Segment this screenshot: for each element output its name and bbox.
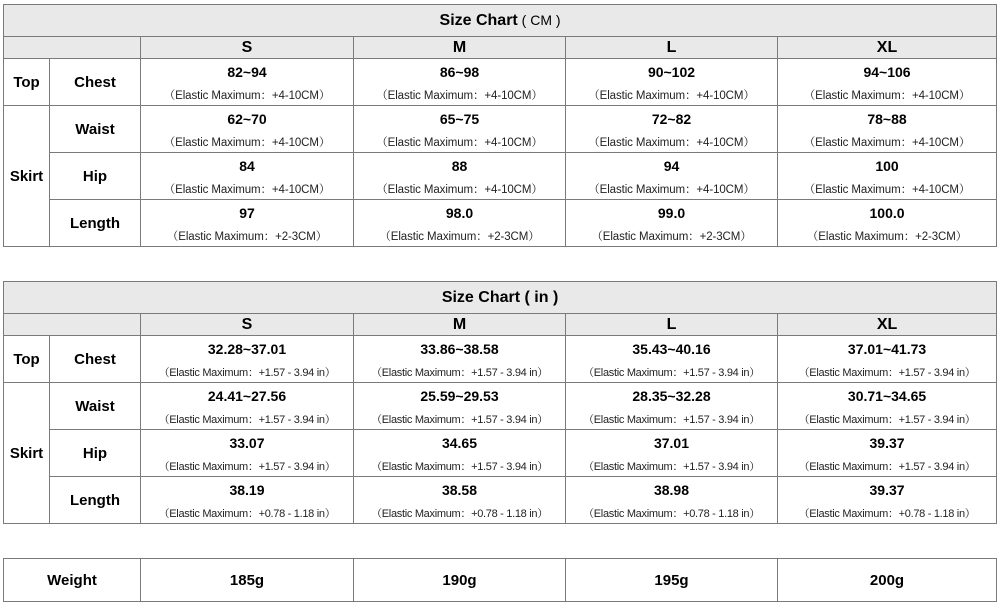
cm-chart-unit: ( CM ): [521, 11, 561, 28]
weight-l: 195g: [566, 559, 778, 602]
cm-row-label-waist: Waist: [50, 106, 141, 153]
cm-hip-xl: 100: [778, 153, 997, 180]
in-hip-note-xl: （Elastic Maximum：+1.57 - 3.94 in）: [778, 456, 997, 477]
cm-row-label-chest: Chest: [50, 59, 141, 106]
in-group-top: Top: [4, 336, 50, 383]
cm-length-s: 97: [141, 200, 354, 227]
cm-length-note-m: （Elastic Maximum：+2-3CM）: [354, 226, 566, 247]
in-waist-note-s: （Elastic Maximum：+1.57 - 3.94 in）: [141, 409, 354, 430]
in-length-note-xl: （Elastic Maximum：+0.78 - 1.18 in）: [778, 503, 997, 524]
in-size-s: S: [141, 314, 354, 336]
in-chest-note-m: （Elastic Maximum：+1.57 - 3.94 in）: [354, 362, 566, 383]
cm-chart-title: Size Chart ( CM ): [4, 5, 997, 37]
cm-waist-note-xl: （Elastic Maximum：+4-10CM）: [778, 132, 997, 153]
cm-hip-s: 84: [141, 153, 354, 180]
in-chest-note-s: （Elastic Maximum：+1.57 - 3.94 in）: [141, 362, 354, 383]
in-waist-note-m: （Elastic Maximum：+1.57 - 3.94 in）: [354, 409, 566, 430]
cm-waist-xl: 78~88: [778, 106, 997, 133]
cm-chest-note-s: （Elastic Maximum：+4-10CM）: [141, 85, 354, 106]
cm-length-m: 98.0: [354, 200, 566, 227]
in-chest-s: 32.28~37.01: [141, 336, 354, 363]
cm-size-s: S: [141, 37, 354, 59]
cm-hip-m: 88: [354, 153, 566, 180]
in-hip-note-m: （Elastic Maximum：+1.57 - 3.94 in）: [354, 456, 566, 477]
cm-length-xl: 100.0: [778, 200, 997, 227]
weight-s: 185g: [141, 559, 354, 602]
in-length-m: 38.58: [354, 477, 566, 504]
in-waist-xl: 30.71~34.65: [778, 383, 997, 410]
in-hip-note-s: （Elastic Maximum：+1.57 - 3.94 in）: [141, 456, 354, 477]
in-waist-l: 28.35~32.28: [566, 383, 778, 410]
in-waist-s: 24.41~27.56: [141, 383, 354, 410]
in-chest-m: 33.86~38.58: [354, 336, 566, 363]
in-hip-s: 33.07: [141, 430, 354, 457]
cm-hip-note-m: （Elastic Maximum：+4-10CM）: [354, 179, 566, 200]
cm-hip-l: 94: [566, 153, 778, 180]
in-row-label-length: Length: [50, 477, 141, 524]
cm-chest-note-xl: （Elastic Maximum：+4-10CM）: [778, 85, 997, 106]
in-size-l: L: [566, 314, 778, 336]
cm-hip-note-xl: （Elastic Maximum：+4-10CM）: [778, 179, 997, 200]
cm-size-xl: XL: [778, 37, 997, 59]
cm-header-blank: [4, 37, 141, 59]
cm-chest-xl: 94~106: [778, 59, 997, 86]
cm-length-note-xl: （Elastic Maximum：+2-3CM）: [778, 226, 997, 247]
cm-size-m: M: [354, 37, 566, 59]
cm-waist-note-m: （Elastic Maximum：+4-10CM）: [354, 132, 566, 153]
in-header-blank: [4, 314, 141, 336]
cm-waist-note-l: （Elastic Maximum：+4-10CM）: [566, 132, 778, 153]
in-row-label-chest: Chest: [50, 336, 141, 383]
cm-length-l: 99.0: [566, 200, 778, 227]
size-chart-cm: [3, 4, 997, 247]
in-waist-note-l: （Elastic Maximum：+1.57 - 3.94 in）: [566, 409, 778, 430]
weight-label: Weight: [4, 559, 141, 602]
in-group-skirt: Skirt: [4, 383, 50, 524]
in-length-s: 38.19: [141, 477, 354, 504]
in-chest-l: 35.43~40.16: [566, 336, 778, 363]
in-waist-m: 25.59~29.53: [354, 383, 566, 410]
in-size-xl: XL: [778, 314, 997, 336]
in-chart-title: Size Chart ( in ): [4, 282, 997, 314]
in-hip-m: 34.65: [354, 430, 566, 457]
size-chart-in: [3, 281, 997, 524]
cm-length-note-l: （Elastic Maximum：+2-3CM）: [566, 226, 778, 247]
cm-group-top: Top: [4, 59, 50, 106]
cm-waist-note-s: （Elastic Maximum：+4-10CM）: [141, 132, 354, 153]
in-length-note-s: （Elastic Maximum：+0.78 - 1.18 in）: [141, 503, 354, 524]
cm-chest-l: 90~102: [566, 59, 778, 86]
in-length-note-m: （Elastic Maximum：+0.78 - 1.18 in）: [354, 503, 566, 524]
in-length-xl: 39.37: [778, 477, 997, 504]
weight-m: 190g: [354, 559, 566, 602]
cm-row-label-hip: Hip: [50, 153, 141, 200]
cm-hip-note-s: （Elastic Maximum：+4-10CM）: [141, 179, 354, 200]
cm-waist-s: 62~70: [141, 106, 354, 133]
weight-table: [3, 558, 997, 602]
cm-row-label-length: Length: [50, 200, 141, 247]
in-chest-xl: 37.01~41.73: [778, 336, 997, 363]
in-row-label-hip: Hip: [50, 430, 141, 477]
in-chest-note-l: （Elastic Maximum：+1.57 - 3.94 in）: [566, 362, 778, 383]
in-hip-l: 37.01: [566, 430, 778, 457]
in-length-note-l: （Elastic Maximum：+0.78 - 1.18 in）: [566, 503, 778, 524]
in-hip-note-l: （Elastic Maximum：+1.57 - 3.94 in）: [566, 456, 778, 477]
in-size-m: M: [354, 314, 566, 336]
cm-chest-s: 82~94: [141, 59, 354, 86]
cm-waist-l: 72~82: [566, 106, 778, 133]
cm-group-skirt: Skirt: [4, 106, 50, 247]
cm-chest-note-l: （Elastic Maximum：+4-10CM）: [566, 85, 778, 106]
weight-xl: 200g: [778, 559, 997, 602]
cm-length-note-s: （Elastic Maximum：+2-3CM）: [141, 226, 354, 247]
in-waist-note-xl: （Elastic Maximum：+1.57 - 3.94 in）: [778, 409, 997, 430]
in-length-l: 38.98: [566, 477, 778, 504]
cm-chest-note-m: （Elastic Maximum：+4-10CM）: [354, 85, 566, 106]
cm-waist-m: 65~75: [354, 106, 566, 133]
in-hip-xl: 39.37: [778, 430, 997, 457]
cm-hip-note-l: （Elastic Maximum：+4-10CM）: [566, 179, 778, 200]
in-chest-note-xl: （Elastic Maximum：+1.57 - 3.94 in）: [778, 362, 997, 383]
in-row-label-waist: Waist: [50, 383, 141, 430]
cm-chest-m: 86~98: [354, 59, 566, 86]
cm-size-l: L: [566, 37, 778, 59]
